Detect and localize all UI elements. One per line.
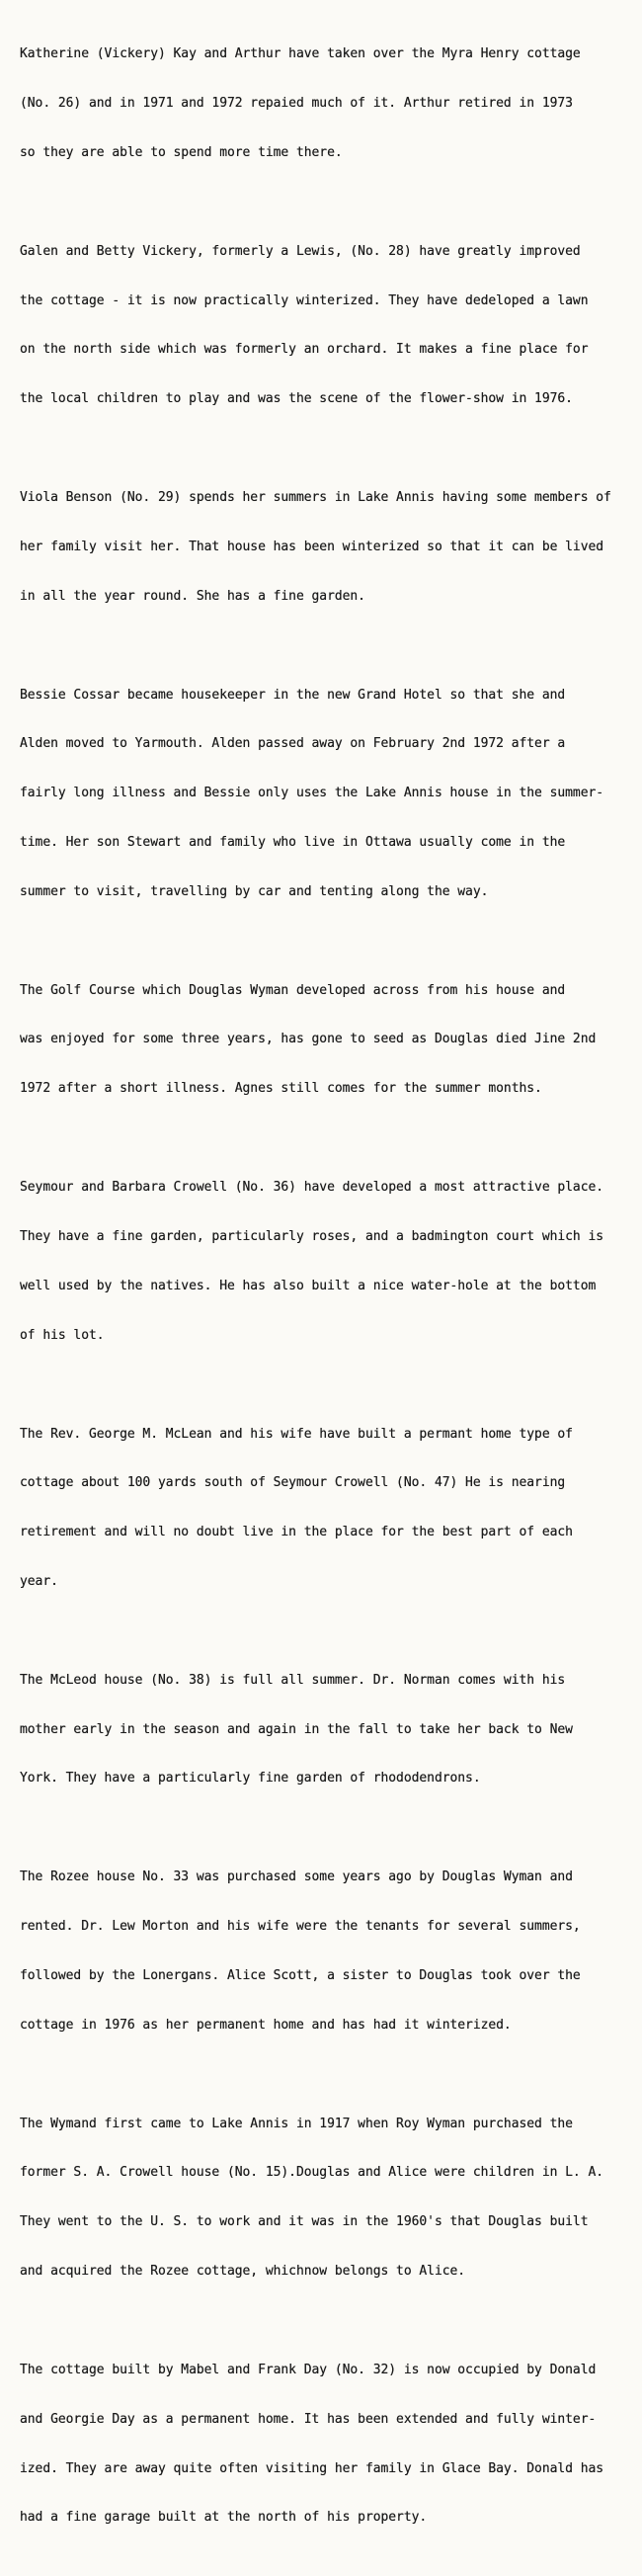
paragraph-mcleod-house — [20, 1640, 632, 1821]
text-line: They have a fine garden, particularly roses, and a badmington court which is — [20, 1228, 604, 1244]
text-line: mother early in the season and again in the fall to take her back to New — [20, 1721, 573, 1737]
text-line: York. They have a particularly fine garden of rhododendrons. — [20, 1771, 481, 1787]
text-line: Katherine (Vickery) Kay and Arthur have taken over the Myra Henry cottage — [20, 46, 581, 62]
text-line: ized. They are away quite often visiting her family in Glace Bay. Donald has — [20, 2460, 604, 2476]
paragraph-day-cottage — [20, 2330, 632, 2559]
text-line: They went to the U. S. to work and it was in the 1960's that Douglas built — [20, 2214, 589, 2230]
text-line: and acquired the Rozee cottage, whichnow belongs to Alice. — [20, 2264, 466, 2279]
paragraph-rozee-house — [20, 1837, 632, 2066]
text-line: The McLeod house (No. 38) is full all summer. Dr. Norman comes with his — [20, 1672, 566, 1688]
paragraph-cossar — [20, 654, 632, 933]
text-line: had a fine garage built at the north of his property. — [20, 2510, 428, 2526]
paragraph-kay-cottage — [20, 14, 632, 195]
text-line: well used by the natives. He has also built a nice water-hole at the bottom — [20, 1278, 597, 1293]
text-line: Viola Benson (No. 29) spends her summers in Lake Annis having some members of — [20, 490, 611, 506]
text-line: so they are able to spend more time there. — [20, 144, 343, 160]
text-line: 1972 after a short illness. Agnes still comes for the summer months. — [20, 1081, 542, 1097]
text-line: her family visit her. That house has been winterized so that it can be lived — [20, 539, 604, 554]
document-page — [20, 14, 632, 2576]
text-line: Galen and Betty Vickery, formerly a Lewis, (No. 28) have greatly improved — [20, 243, 581, 259]
text-line: The cottage built by Mabel and Frank Day (No. 32) is now occupied by Donald — [20, 2362, 597, 2377]
text-line: cottage about 100 yards south of Seymour Crowell (No. 47) He is nearing — [20, 1475, 566, 1491]
text-line: time. Her son Stewart and family who live in Ottawa usually come in the — [20, 834, 566, 850]
paragraph-golf-course — [20, 950, 632, 1130]
text-line: Alden moved to Yarmouth. Alden passed away on February 2nd 1972 after a — [20, 736, 566, 752]
text-line: The Wymand first came to Lake Annis in 1917 when Roy Wyman purchased the — [20, 2116, 573, 2131]
text-line: followed by the Lonergans. Alice Scott, a sister to Douglas took over the — [20, 1967, 581, 1983]
text-line: (No. 26) and in 1971 and 1972 repaied much of it. Arthur retired in 1973 — [20, 95, 573, 111]
text-line: retirement and will no doubt live in the place for the best part of each — [20, 1525, 573, 1540]
paragraph-wyman-family — [20, 2083, 632, 2312]
text-line: fairly long illness and Bessie only uses the Lake Annis house in the summer- — [20, 786, 604, 801]
text-line: Seymour and Barbara Crowell (No. 36) have developed a most attractive place. — [20, 1180, 604, 1196]
text-line: and Georgie Day as a permanent home. It has been extended and fully winter- — [20, 2411, 597, 2427]
text-line: of his lot. — [20, 1327, 105, 1343]
text-line: The Golf Course which Douglas Wyman developed across from his house and — [20, 982, 566, 998]
text-line: The Rev. George M. McLean and his wife have built a permant home type of — [20, 1426, 573, 1442]
paragraph-crowell-place — [20, 1147, 632, 1376]
paragraph-mclean-cottage — [20, 1393, 632, 1622]
text-line: Bessie Cossar became housekeeper in the new Grand Hotel so that she and — [20, 687, 566, 703]
text-line: rented. Dr. Lew Morton and his wife were the tenants for several summers, — [20, 1919, 581, 1935]
text-line: The Rozee house No. 33 was purchased some years ago by Douglas Wyman and — [20, 1870, 573, 1885]
text-line: cottage in 1976 as her permanent home and has had it winterized. — [20, 2017, 512, 2033]
paragraph-benson-house — [20, 457, 632, 638]
text-line: was enjoyed for some three years, has gone to seed as Douglas died Jine 2nd — [20, 1032, 597, 1047]
text-line: in all the year round. She has a fine garden. — [20, 588, 365, 604]
paragraph-vickery-cottage — [20, 211, 632, 441]
text-line: summer to visit, travelling by car and tenting along the way. — [20, 883, 489, 899]
text-line: on the north side which was formerly an orchard. It makes a fine place for — [20, 342, 589, 358]
text-line: year. — [20, 1573, 58, 1589]
text-line: the local children to play and was the scene of the flower-show in 1976. — [20, 391, 573, 407]
text-line: former S. A. Crowell house (No. 15).Douglas and Alice were children in L. A. — [20, 2165, 604, 2181]
text-line: the cottage - it is now practically winterized. They have dedeloped a lawn — [20, 292, 589, 308]
